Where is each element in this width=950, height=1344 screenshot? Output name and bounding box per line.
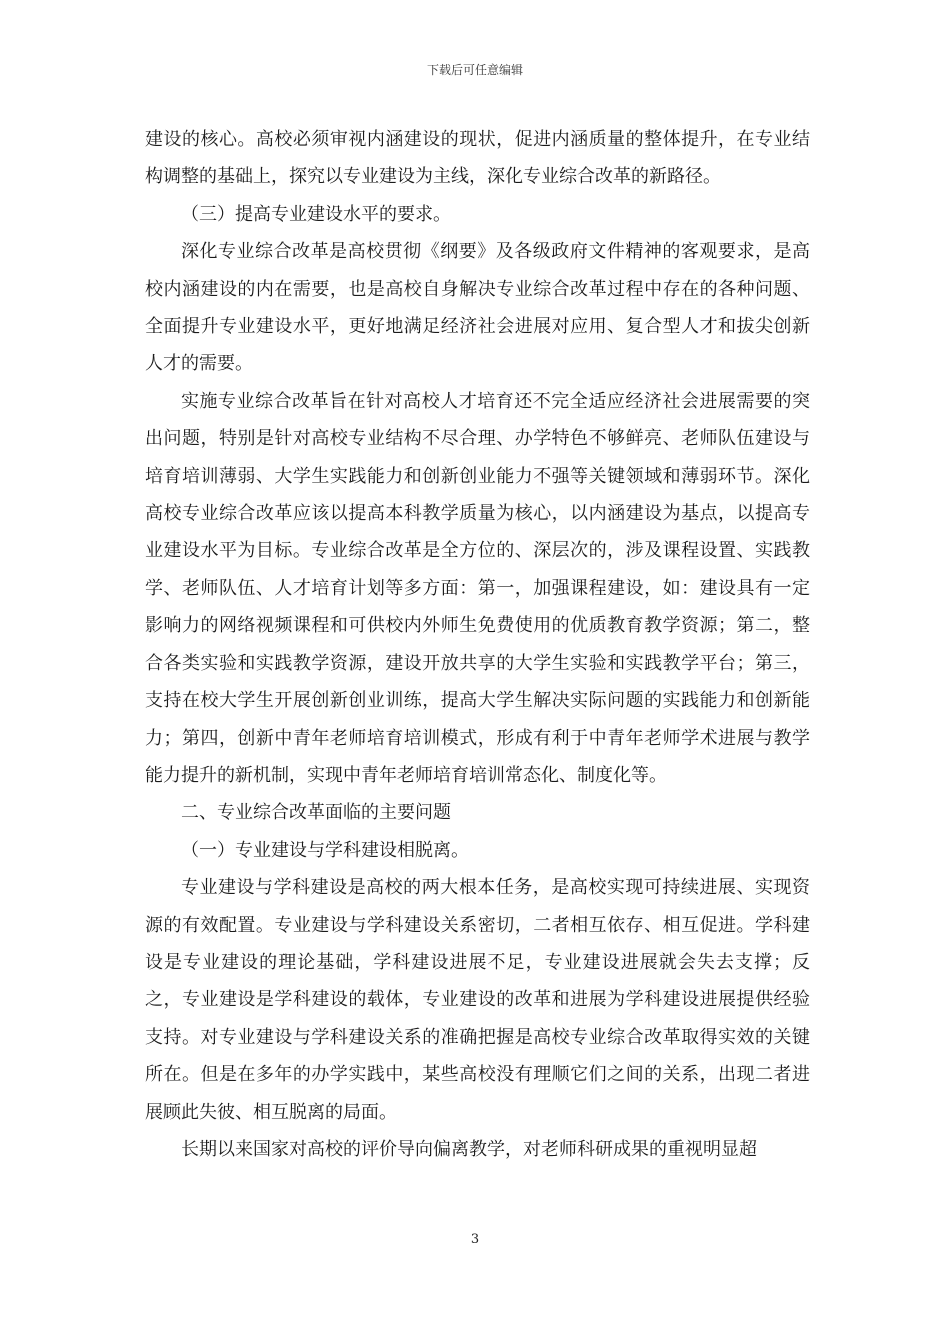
document-body	[145, 121, 810, 1168]
subheading-3: （三）提高专业建设水平的要求。	[181, 203, 451, 225]
paragraph-1: 建设的核心。高校必须审视内涵建设的现状，促进内涵质量的整体提升，在专业结构调整的基础上，探究以专业建设为主线，深化专业综合改革的新路径。	[145, 129, 810, 188]
paragraph-2: 深化专业综合改革是高校贯彻《纲要》及各级政府文件精神的客观要求，是高校内涵建设的内在需要，也是高校自身解决专业综合改革过程中存在的各种问题、全面提升专业建设水平，更好地满足经济社会进展对应用、复合型人才和拔尖创新人才的需要。	[145, 241, 810, 375]
paragraph-4: 专业建设与学科建设是高校的两大根本任务，是高校实现可持续进展、实现资源的有效配置。专业建设与学科建设关系密切，二者相互依存、相互促进。学科建设是专业建设的理论基础，学科建设进展不足，专业建设进展就会失去支撑；反之，专业建设是学科建设的载体，专业建设的改革和进展为学科建设进展提供经验支持。对专业建设与学科建设关系的准确把握是高校专业综合改革取得实效的关键所在。但是在多年的办学实践中，某些高校没有理顺它们之间的关系，出现二者进展顾此失彼、相互脱离的局面。	[145, 877, 810, 1123]
subheading-1: （一）专业建设与学科建设相脱离。	[181, 839, 469, 861]
paragraph-3: 实施专业综合改革旨在针对高校人才培育还不完全适应经济社会进展需要的突出问题，特别是针对高校专业结构不尽合理、办学特色不够鲜亮、老师队伍建设与培育培训薄弱、大学生实践能力和创新创业能力不强等关键领域和薄弱环节。深化高校专业综合改革应该以提高本科教学质量为核心，以内涵建设为基点，以提高专业建设水平为目标。专业综合改革是全方位的、深层次的，涉及课程设置、实践教学、老师队伍、人才培育计划等多方面：第一，加强课程建设，如：建设具有一定影响力的网络视频课程和可供校内外师生免费使用的优质教育教学资源；第二，整合各类实验和实践教学资源，建设开放共享的大学生实验和实践教学平台；第三，支持在校大学生开展创新创业训练，提高大学生解决实际问题的实践能力和创新能力；第四，创新中青年老师培育培训模式，形成有利于中青年老师学术进展与教学能力提升的新机制，实现中青年老师培育培训常态化、制度化等。	[145, 390, 810, 786]
page-header: 下载后可任意编辑	[426, 63, 523, 77]
paragraph-5: 长期以来国家对高校的评价导向偏离教学，对老师科研成果的重视明显超	[181, 1138, 757, 1160]
page-number: 3	[470, 1232, 480, 1247]
section-heading-2: 二、专业综合改革面临的主要问题	[181, 802, 451, 824]
